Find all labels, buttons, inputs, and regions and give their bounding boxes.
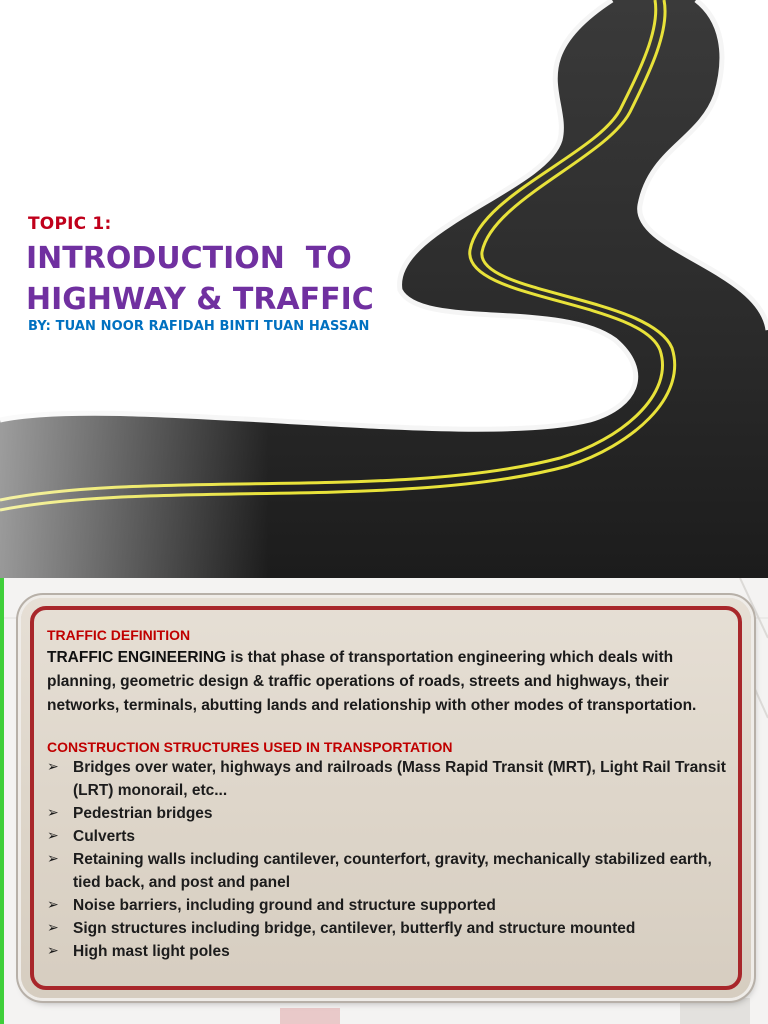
- list-item: ➢ Culverts: [47, 825, 727, 848]
- title-line-2: HIGHWAY & TRAFFIC: [26, 282, 374, 317]
- arrow-bullet-icon: ➢: [47, 805, 59, 821]
- arrow-bullet-icon: ➢: [47, 759, 59, 775]
- sign-content: [47, 626, 727, 963]
- definition-lead: TRAFFIC ENGINEERING: [47, 649, 227, 666]
- slide-title: [26, 238, 446, 320]
- title-line-1: INTRODUCTION TO: [26, 241, 352, 276]
- arrow-bullet-icon: ➢: [47, 943, 59, 959]
- traffic-definition-text: [47, 646, 727, 718]
- construction-structures-heading: CONSTRUCTION STRUCTURES USED IN TRANSPORTATION: [47, 739, 453, 755]
- traffic-definition-heading: TRAFFIC DEFINITION: [47, 627, 191, 643]
- list-item: ➢ Sign structures including bridge, cantilever, butterfly and structure mounted: [47, 917, 727, 940]
- arrow-bullet-icon: ➢: [47, 851, 59, 867]
- content-slide: [0, 578, 768, 1024]
- slide-edge-accent: [0, 578, 4, 1024]
- author-line: BY: TUAN NOOR RAFIDAH BINTI TUAN HASSAN: [28, 319, 370, 334]
- arrow-bullet-icon: ➢: [47, 897, 59, 913]
- list-item: ➢ High mast light poles: [47, 940, 727, 963]
- list-item: ➢ Bridges over water, highways and railroads (Mass Rapid Transit (MRT), Light Rail Transit (LRT) monorail, etc...: [47, 756, 727, 802]
- structures-list: [47, 756, 727, 963]
- definition-body: is that phase of transportation engineering which deals with planning, geometric design & traffic operations of roads, streets and highways, their networks, terminals, abutting lands and relationship with other modes of transportation.: [47, 649, 697, 714]
- list-item: ➢ Retaining walls including cantilever, counterfort, gravity, mechanically stabilized earth, tied back, and post and panel: [47, 848, 727, 894]
- topic-label: TOPIC 1:: [28, 214, 112, 234]
- arrow-bullet-icon: ➢: [47, 920, 59, 936]
- list-item: ➢ Pedestrian bridges: [47, 802, 727, 825]
- list-item: ➢ Noise barriers, including ground and structure supported: [47, 894, 727, 917]
- arrow-bullet-icon: ➢: [47, 828, 59, 844]
